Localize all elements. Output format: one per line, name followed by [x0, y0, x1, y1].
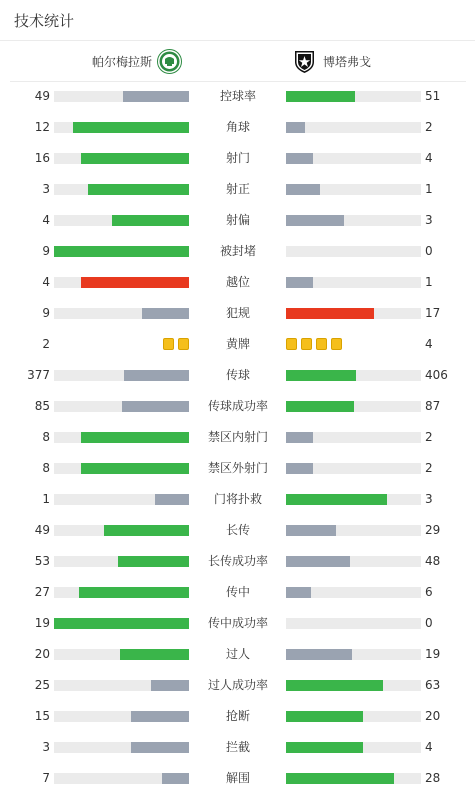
home-bar-fill: [142, 308, 189, 319]
home-bar-track: [54, 432, 189, 443]
teams-header: [10, 41, 466, 82]
away-value: 0: [425, 244, 433, 258]
stat-label: 越位: [225, 275, 250, 289]
home-bar-fill: [131, 711, 189, 722]
away-value: 1: [425, 182, 433, 196]
home-bar-fill: [79, 587, 189, 598]
home-value: 9: [42, 244, 50, 258]
home-value: 8: [42, 430, 50, 444]
stat-label: 过人成功率: [207, 678, 268, 692]
home-value: 19: [34, 616, 50, 630]
away-bar-fill: [286, 773, 394, 784]
home-bar-track: [54, 153, 189, 164]
away-bar-track: [286, 432, 421, 443]
home-bar-track: [54, 711, 189, 722]
home-bar-track: [54, 525, 189, 536]
home-bar-fill: [131, 742, 189, 753]
away-value: 48: [425, 554, 441, 568]
stat-label: 禁区外射门: [207, 461, 268, 475]
stat-row: [0, 391, 475, 422]
home-value: 15: [34, 709, 50, 723]
home-team[interactable]: [92, 49, 182, 74]
stats-header: [0, 0, 475, 41]
away-value: 0: [425, 616, 433, 630]
home-bar-fill: [54, 618, 189, 629]
home-bar-track: [54, 773, 189, 784]
yellow-card-icon: [178, 338, 189, 350]
home-bar-track: [54, 587, 189, 598]
home-bar-fill: [155, 494, 189, 505]
home-bar-fill: [81, 277, 189, 288]
stat-row: [0, 174, 475, 205]
home-bar-track: [54, 308, 189, 319]
away-bar-fill: [286, 153, 313, 164]
away-bar-fill: [286, 742, 363, 753]
stat-label: 角球: [225, 120, 250, 134]
home-value: 377: [27, 368, 50, 382]
stat-label: 过人: [225, 647, 250, 661]
stat-row: [0, 546, 475, 577]
away-bar-fill: [286, 525, 336, 536]
away-bar-track: [286, 649, 421, 660]
stat-row: [0, 267, 475, 298]
home-value: 49: [34, 89, 50, 103]
away-value: 28: [425, 771, 441, 785]
away-value: 406: [425, 368, 448, 382]
home-value: 2: [42, 337, 50, 351]
away-value: 51: [425, 89, 441, 103]
home-bar-fill: [54, 246, 189, 257]
stat-label: 禁区内射门: [207, 430, 268, 444]
palmeiras-crest-icon: [157, 49, 182, 74]
stat-row: [0, 639, 475, 670]
away-bar-track: [286, 680, 421, 691]
away-value: 6: [425, 585, 433, 599]
home-bar-track: [54, 246, 189, 257]
stat-label: 门将扑救: [213, 492, 262, 506]
home-bar-fill: [162, 773, 189, 784]
stat-row: [0, 422, 475, 453]
yellow-card-icon: [316, 338, 327, 350]
stat-row: [0, 112, 475, 143]
away-bar-fill: [286, 494, 387, 505]
home-value: 25: [34, 678, 50, 692]
home-bar-fill: [151, 680, 189, 691]
away-bar-fill: [286, 463, 313, 474]
away-value: 2: [425, 430, 433, 444]
home-value: 3: [42, 182, 50, 196]
stat-label: 黄牌: [225, 337, 250, 351]
home-value: 8: [42, 461, 50, 475]
home-bar-fill: [88, 184, 189, 195]
away-team-name: 博塔弗戈: [323, 55, 372, 69]
home-value: 27: [34, 585, 50, 599]
stat-row: [0, 205, 475, 236]
yellow-card-icon: [286, 338, 297, 350]
away-bar-track: [286, 742, 421, 753]
stat-row: [0, 732, 475, 763]
home-bar-fill: [81, 153, 189, 164]
home-bar-track: [54, 277, 189, 288]
away-bar-fill: [286, 649, 352, 660]
away-bar-track: [286, 91, 421, 102]
away-bar-fill: [286, 184, 320, 195]
stat-label: 拦截: [225, 740, 250, 754]
yellow-card-icon: [331, 338, 342, 350]
away-bar-fill: [286, 680, 383, 691]
away-bar-track: [286, 401, 421, 412]
away-yellow-cards: [286, 338, 342, 351]
away-team[interactable]: [292, 49, 371, 74]
stat-row: [0, 81, 475, 112]
away-value: 4: [425, 337, 433, 351]
home-bar-track: [54, 122, 189, 133]
home-bar-track: [54, 401, 189, 412]
away-bar-track: [286, 122, 421, 133]
home-value: 3: [42, 740, 50, 754]
stat-label: 射门: [225, 151, 250, 165]
stat-row: [0, 143, 475, 174]
home-bar-track: [54, 556, 189, 567]
home-bar-fill: [124, 370, 189, 381]
away-value: 2: [425, 461, 433, 475]
home-value: 4: [42, 275, 50, 289]
home-bar-fill: [123, 91, 189, 102]
home-value: 4: [42, 213, 50, 227]
home-bar-track: [54, 680, 189, 691]
away-value: 19: [425, 647, 441, 661]
home-value: 49: [34, 523, 50, 537]
stat-row: [0, 360, 475, 391]
away-value: 4: [425, 151, 433, 165]
away-bar-track: [286, 153, 421, 164]
stat-label: 传中成功率: [207, 616, 268, 630]
home-value: 85: [34, 399, 50, 413]
stat-label: 控球率: [219, 89, 256, 103]
away-bar-track: [286, 494, 421, 505]
away-value: 87: [425, 399, 441, 413]
home-bar-fill: [73, 122, 189, 133]
home-bar-fill: [118, 556, 189, 567]
stat-row: [0, 329, 475, 360]
away-value: 3: [425, 213, 433, 227]
stat-row: [0, 577, 475, 608]
home-value: 20: [34, 647, 50, 661]
away-bar-fill: [286, 91, 355, 102]
yellow-card-icon: [301, 338, 312, 350]
stat-row: [0, 484, 475, 515]
stat-row: [0, 236, 475, 267]
home-bar-fill: [104, 525, 189, 536]
away-bar-track: [286, 556, 421, 567]
home-yellow-cards: [163, 338, 189, 351]
stat-row: [0, 608, 475, 639]
away-value: 3: [425, 492, 433, 506]
home-bar-fill: [120, 649, 189, 660]
yellow-card-icon: [163, 338, 174, 350]
home-value: 16: [34, 151, 50, 165]
stat-label: 长传成功率: [207, 554, 268, 568]
home-value: 53: [34, 554, 50, 568]
home-bar-track: [54, 494, 189, 505]
stats-list: [0, 81, 475, 794]
away-bar-fill: [286, 122, 305, 133]
stat-label: 被封堵: [219, 244, 256, 258]
stat-label: 射偏: [225, 213, 250, 227]
away-bar-track: [286, 308, 421, 319]
stat-label: 犯规: [225, 306, 250, 320]
away-bar-track: [286, 370, 421, 381]
away-value: 63: [425, 678, 441, 692]
away-bar-track: [286, 246, 421, 257]
away-bar-track: [286, 215, 421, 226]
stat-row: [0, 701, 475, 732]
away-bar-fill: [286, 370, 356, 381]
away-bar-track: [286, 711, 421, 722]
home-bar-fill: [112, 215, 189, 226]
away-bar-track: [286, 587, 421, 598]
stat-row: [0, 515, 475, 546]
home-bar-track: [54, 618, 189, 629]
home-value: 9: [42, 306, 50, 320]
away-value: 4: [425, 740, 433, 754]
home-bar-track: [54, 370, 189, 381]
away-value: 17: [425, 306, 441, 320]
away-bar-track: [286, 525, 421, 536]
home-value: 1: [42, 492, 50, 506]
home-value: 12: [34, 120, 50, 134]
away-bar-track: [286, 463, 421, 474]
botafogo-star-crest-icon: [292, 49, 317, 74]
home-bar-fill: [81, 463, 189, 474]
away-bar-fill: [286, 711, 363, 722]
away-value: 20: [425, 709, 441, 723]
away-bar-fill: [286, 401, 354, 412]
home-bar-track: [54, 184, 189, 195]
home-value: 7: [42, 771, 50, 785]
home-bar-track: [54, 742, 189, 753]
away-bar-track: [286, 184, 421, 195]
stat-row: [0, 298, 475, 329]
away-bar-fill: [286, 556, 350, 567]
stat-label: 抢断: [225, 709, 250, 723]
stat-row: [0, 763, 475, 794]
home-bar-track: [54, 649, 189, 660]
stat-label: 射正: [225, 182, 250, 196]
away-value: 2: [425, 120, 433, 134]
stat-label: 解围: [225, 771, 250, 785]
away-bar-track: [286, 277, 421, 288]
stat-label: 传中: [225, 585, 250, 599]
stat-label: 传球: [225, 368, 250, 382]
away-bar-fill: [286, 432, 313, 443]
home-bar-fill: [81, 432, 189, 443]
away-bar-fill: [286, 308, 374, 319]
home-bar-track: [54, 215, 189, 226]
away-bar-fill: [286, 277, 313, 288]
stat-label: 长传: [225, 523, 250, 537]
away-bar-fill: [286, 587, 311, 598]
away-value: 29: [425, 523, 441, 537]
stat-row: [0, 670, 475, 701]
away-bar-fill: [286, 215, 344, 226]
home-bar-track: [54, 91, 189, 102]
page-title: 技术统计: [14, 12, 75, 30]
away-bar-track: [286, 773, 421, 784]
home-team-name: 帕尔梅拉斯: [91, 55, 152, 69]
away-value: 1: [425, 275, 433, 289]
home-bar-fill: [122, 401, 189, 412]
stat-row: [0, 453, 475, 484]
away-bar-track: [286, 618, 421, 629]
stat-label: 传球成功率: [207, 399, 268, 413]
home-bar-track: [54, 463, 189, 474]
